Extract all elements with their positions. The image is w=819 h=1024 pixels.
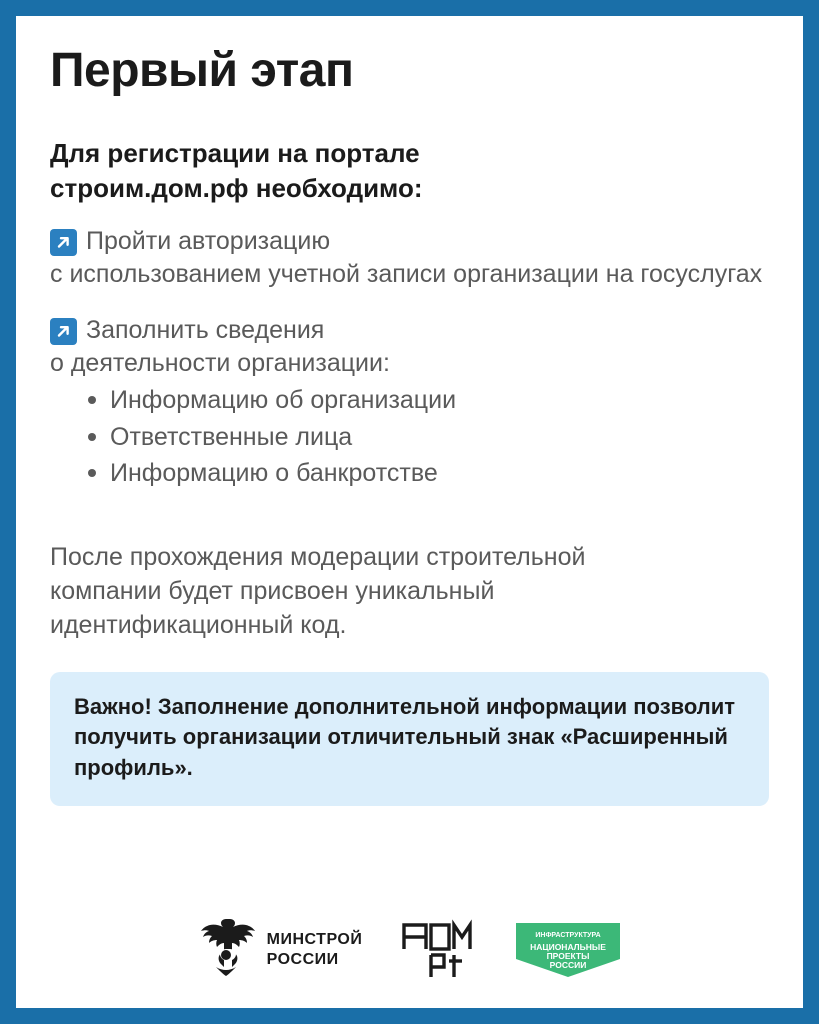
step-2-title: Заполнить сведения: [86, 315, 325, 344]
important-note: [50, 672, 769, 806]
minstroy-line-2: РОССИИ: [266, 950, 339, 968]
page-title: Первый этап: [50, 44, 354, 97]
minstroy-wordmark: [267, 930, 363, 968]
logo-row: [50, 897, 769, 990]
arrow-up-right-icon: [50, 318, 77, 345]
note-body: Заполнение дополнительной информации позволит получить организации отличительный знак «Расширенный профиль».: [74, 693, 736, 781]
logo-dom-rf: [400, 919, 474, 981]
logo-minstroy-rossii: [195, 915, 363, 984]
step-1-head-row: [50, 225, 769, 258]
svg-text:НАЦИОНАЛЬНЫЕ: НАЦИОНАЛЬНЫЕ: [530, 941, 607, 952]
closing-paragraph: После прохождения модерации строительной компании будет присвоен уникальный идентификационный код.: [50, 542, 586, 639]
subtitle: Для регистрации на портале строим.дом.рф необходимо:: [50, 137, 423, 203]
arrow-up-right-icon: [50, 229, 77, 256]
list-item: Информацию об организации: [88, 382, 769, 419]
logo-nacionalnye-proekty: [512, 919, 624, 981]
step-item-2: [50, 314, 769, 492]
step-1-text: с использованием учетной записи организации на госуслугах: [50, 260, 763, 289]
double-headed-eagle-icon: [195, 915, 257, 984]
minstroy-line-1: МИНСТРОЙ: [266, 931, 363, 949]
step-1-title: Пройти авторизацию: [86, 227, 331, 256]
step-item-1: [50, 225, 769, 292]
step-2-head-row: [50, 314, 769, 347]
svg-text:РОССИИ: РОССИИ: [550, 959, 587, 970]
step-2-bullet-list: [50, 382, 769, 492]
svg-text:ПРОЕКТЫ: ПРОЕКТЫ: [546, 950, 590, 961]
list-item: Информацию о банкротстве: [88, 455, 769, 492]
poster-card: [16, 16, 803, 1008]
note-lead: Важно!: [74, 693, 152, 719]
list-item: Ответственные лица: [88, 419, 769, 456]
svg-text:ИНФРАСТРУКТУРА: ИНФРАСТРУКТУРА: [535, 931, 601, 939]
step-2-text: о деятельности организации:: [50, 348, 390, 377]
